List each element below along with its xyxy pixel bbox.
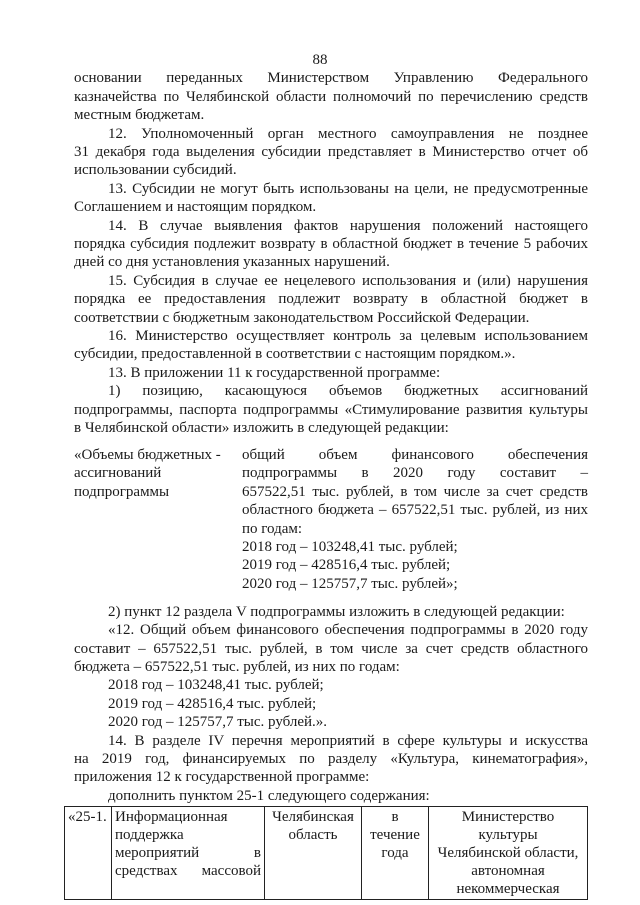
text-line: 15. Субсидия в случае ее нецелевого использования и (или) нарушения [108,273,588,289]
passport-value: 2019 год – 428516,4 тыс. рублей; [242,557,451,573]
text-line: «12. Общий объем финансового обеспечения подпрограммы в 2020 году [108,622,588,638]
text-line: казначейства по Челябинской области полномочий по перечислению средств [74,89,588,105]
table-cell-region: Челябинская область [265,807,362,900]
text-line: 12. Уполномоченный орган местного самоуправления не позднее [108,126,588,142]
passport-value: общий объем финансового обеспечения [242,447,588,463]
text-line: 2019 год – 428516,4 тыс. рублей; [108,696,317,712]
text-line: подпрограммы, паспорта подпрограммы «Стимулирование развития культуры [74,402,588,418]
text-line: основании переданных Министерством Управлению Федерального [74,70,588,86]
text-line: использовании субсидий. [74,162,237,178]
text-line: местным бюджетам. [74,107,205,123]
table-cell-term: в течение года [362,807,429,900]
table-cell-name: Информационная поддержка мероприятий в средствах массовой [112,807,265,900]
text-line: 2) пункт 12 раздела V подпрограммы изложить в следующей редакции: [108,604,565,620]
text-line: бюджета – 657522,51 тыс. рублей, из них по годам: [74,659,400,675]
table-cell-number: «25-1. [65,807,112,900]
text-line: порядка ее предоставления подлежит возврату в областной бюджет в [74,291,588,307]
text-line: в Челябинской области» изложить в следующей редакции: [74,420,449,436]
passport-value: 657522,51 тыс. рублей, в том числе за счет средств [242,484,588,500]
passport-value: областного бюджета – 657522,51 тыс. рублей, из них [242,502,588,518]
passport-value: подпрограммы в 2020 году составит – [242,465,588,481]
text-line: 2020 год – 125757,7 тыс. рублей.». [108,714,328,730]
text-line: соответствии с бюджетным законодательством Российской Федерации. [74,310,530,326]
page-number: 88 [312,52,328,68]
text-line: 14. В случае выявления фактов нарушения положений настоящего [108,218,588,234]
text-line: 16. Министерство осуществляет контроль за целевым использованием [108,328,588,344]
table-cell-executor: Министерство культуры Челябинской области, автономная некоммерческая [429,807,588,900]
text-line: на 2019 год, финансируемых по разделу «Культура, кинематография», [74,751,588,767]
passport-value: 2018 год – 103248,41 тыс. рублей; [242,539,458,555]
text-line: Соглашением и настоящим порядком. [74,199,317,215]
text-line: 13. В приложении 11 к государственной программе: [108,365,441,381]
text-line: порядка субсидия подлежит возврату в областной бюджет в течение 5 рабочих [74,236,588,252]
text-line: составит – 657522,51 тыс. рублей, в том числе за счет средств областного [74,641,588,657]
passport-label: «Объемы бюджетных - [74,447,221,463]
passport-value: по годам: [242,521,303,537]
text-line: субсидии, предоставленной в соответствии с настоящим порядком.». [74,346,516,362]
passport-value: 2020 год – 125757,7 тыс. рублей»; [242,576,458,592]
text-line: 14. В разделе IV перечня мероприятий в сфере культуры и искусства [108,733,588,749]
text-line: дней со дня установления указанных нарушений. [74,254,390,270]
text-line: 13. Субсидии не могут быть использованы на цели, не предусмотренные [108,181,588,197]
text-line: 2018 год – 103248,41 тыс. рублей; [108,677,324,693]
measures-table [64,806,588,900]
text-line: дополнить пунктом 25-1 следующего содержания: [108,788,430,804]
passport-label: ассигнований [74,465,162,481]
table-row [65,807,588,900]
passport-label: подпрограммы [74,484,170,500]
text-line: 31 декабря года выделения субсидии представляет в Министерство отчет об [74,144,588,160]
text-line: 1) позицию, касающуюся объемов бюджетных ассигнований [108,383,588,399]
text-line: приложения 12 к государственной программе: [74,769,370,785]
